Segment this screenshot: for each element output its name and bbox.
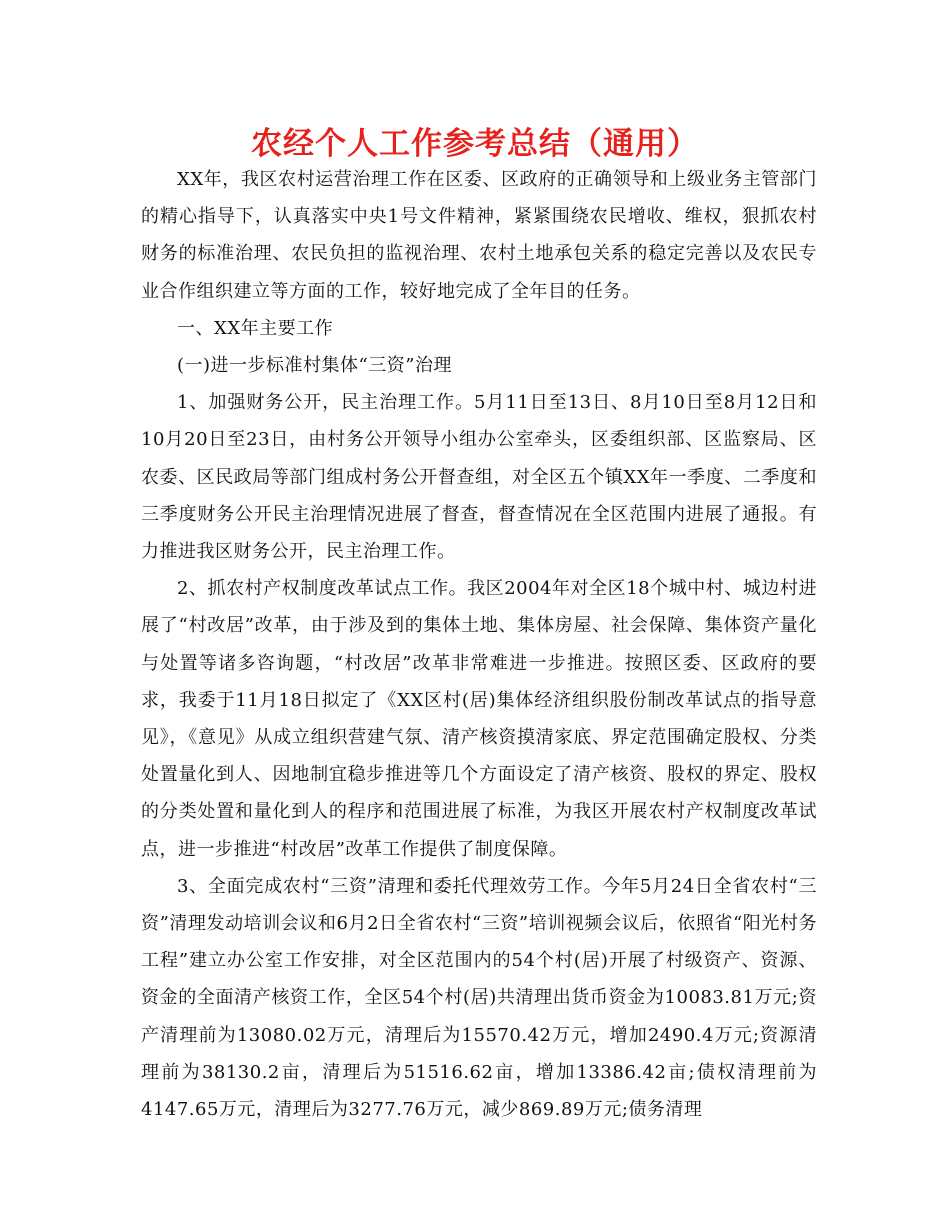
paragraph-item-2: 2、抓农村产权制度改革试点工作。我区2004年对全区18个城中村、城边村进展了“村改居”改革，由于涉及到的集体土地、集体房屋、社会保障、集体资产量化与处置等诸多咨询题，“村改居”改革非常难进一步推进。按照区委、区政府的要求，我委于11月18日拟定了《XX区村(居)集体经济组织股份制改革试点的指导意见》，《意见》从成立组织营建气氛、清产核资摸清家底、界定范围确定股权、分类处置量化到人、因地制宜稳步推进等几个方面设定了清产核资、股权的界定、股权的分类处置和量化到人的程序和范围进展了标准，为我区开展农村产权制度改革试点，进一步推进“村改居”改革工作提供了制度保障。 — [141, 578, 817, 860]
paragraph-item-1: 1、加强财务公开，民主治理工作。5月11日至13日、8月10日至8月12日和10月20日至23日，由村务公开领导小组办公室牵头，区委组织部、区监察局、区农委、区民政局等部门组成村务公开督查组，对全区五个镇XX年一季度、二季度和三季度财务公开民主治理情况进展了督查，督查情况在全区范围内进展了通报。有力推进我区财务公开，民主治理工作。 — [141, 392, 817, 563]
document-body — [141, 161, 817, 1128]
paragraph-item-3: 3、全面完成农村“三资”清理和委托代理效劳工作。今年5月24日全省农村“三资”清理发动培训会议和6月2日全省农村“三资”培训视频会议后，依照省“阳光村务工程”建立办公室工作安排，对全区范围内的54个村(居)开展了村级资产、资源、资金的全面清产核资工作，全区54个村(居)共清理出货币资金为10083.81万元;资产清理前为13080.02万元，清理后为15570.42万元，增加2490.4万元;资源清理前为38130.2亩，清理后为51516.62亩，增加13386.42亩;债权清理前为4147.65万元，清理后为3277.76万元，减少869.89万元;债务清理 — [141, 875, 817, 1121]
subsection-heading-three-assets: (一)进一步标准村集体“三资”治理 — [177, 355, 452, 377]
document-title: 农经个人工作参考总结（通用） — [251, 126, 699, 162]
section-heading-main-work: 一、XX年主要工作 — [177, 317, 334, 339]
paragraph-intro: XX年，我区农村运营治理工作在区委、区政府的正确领导和上级业务主管部门的精心指导下，认真落实中央1号文件精神，紧紧围绕农民增收、维权，狠抓农村财务的标准治理、农民负担的监视治理、农村土地承包关系的稳定完善以及农民专业合作组织建立等方面的工作，较好地完成了全年目的任务。 — [141, 169, 817, 302]
